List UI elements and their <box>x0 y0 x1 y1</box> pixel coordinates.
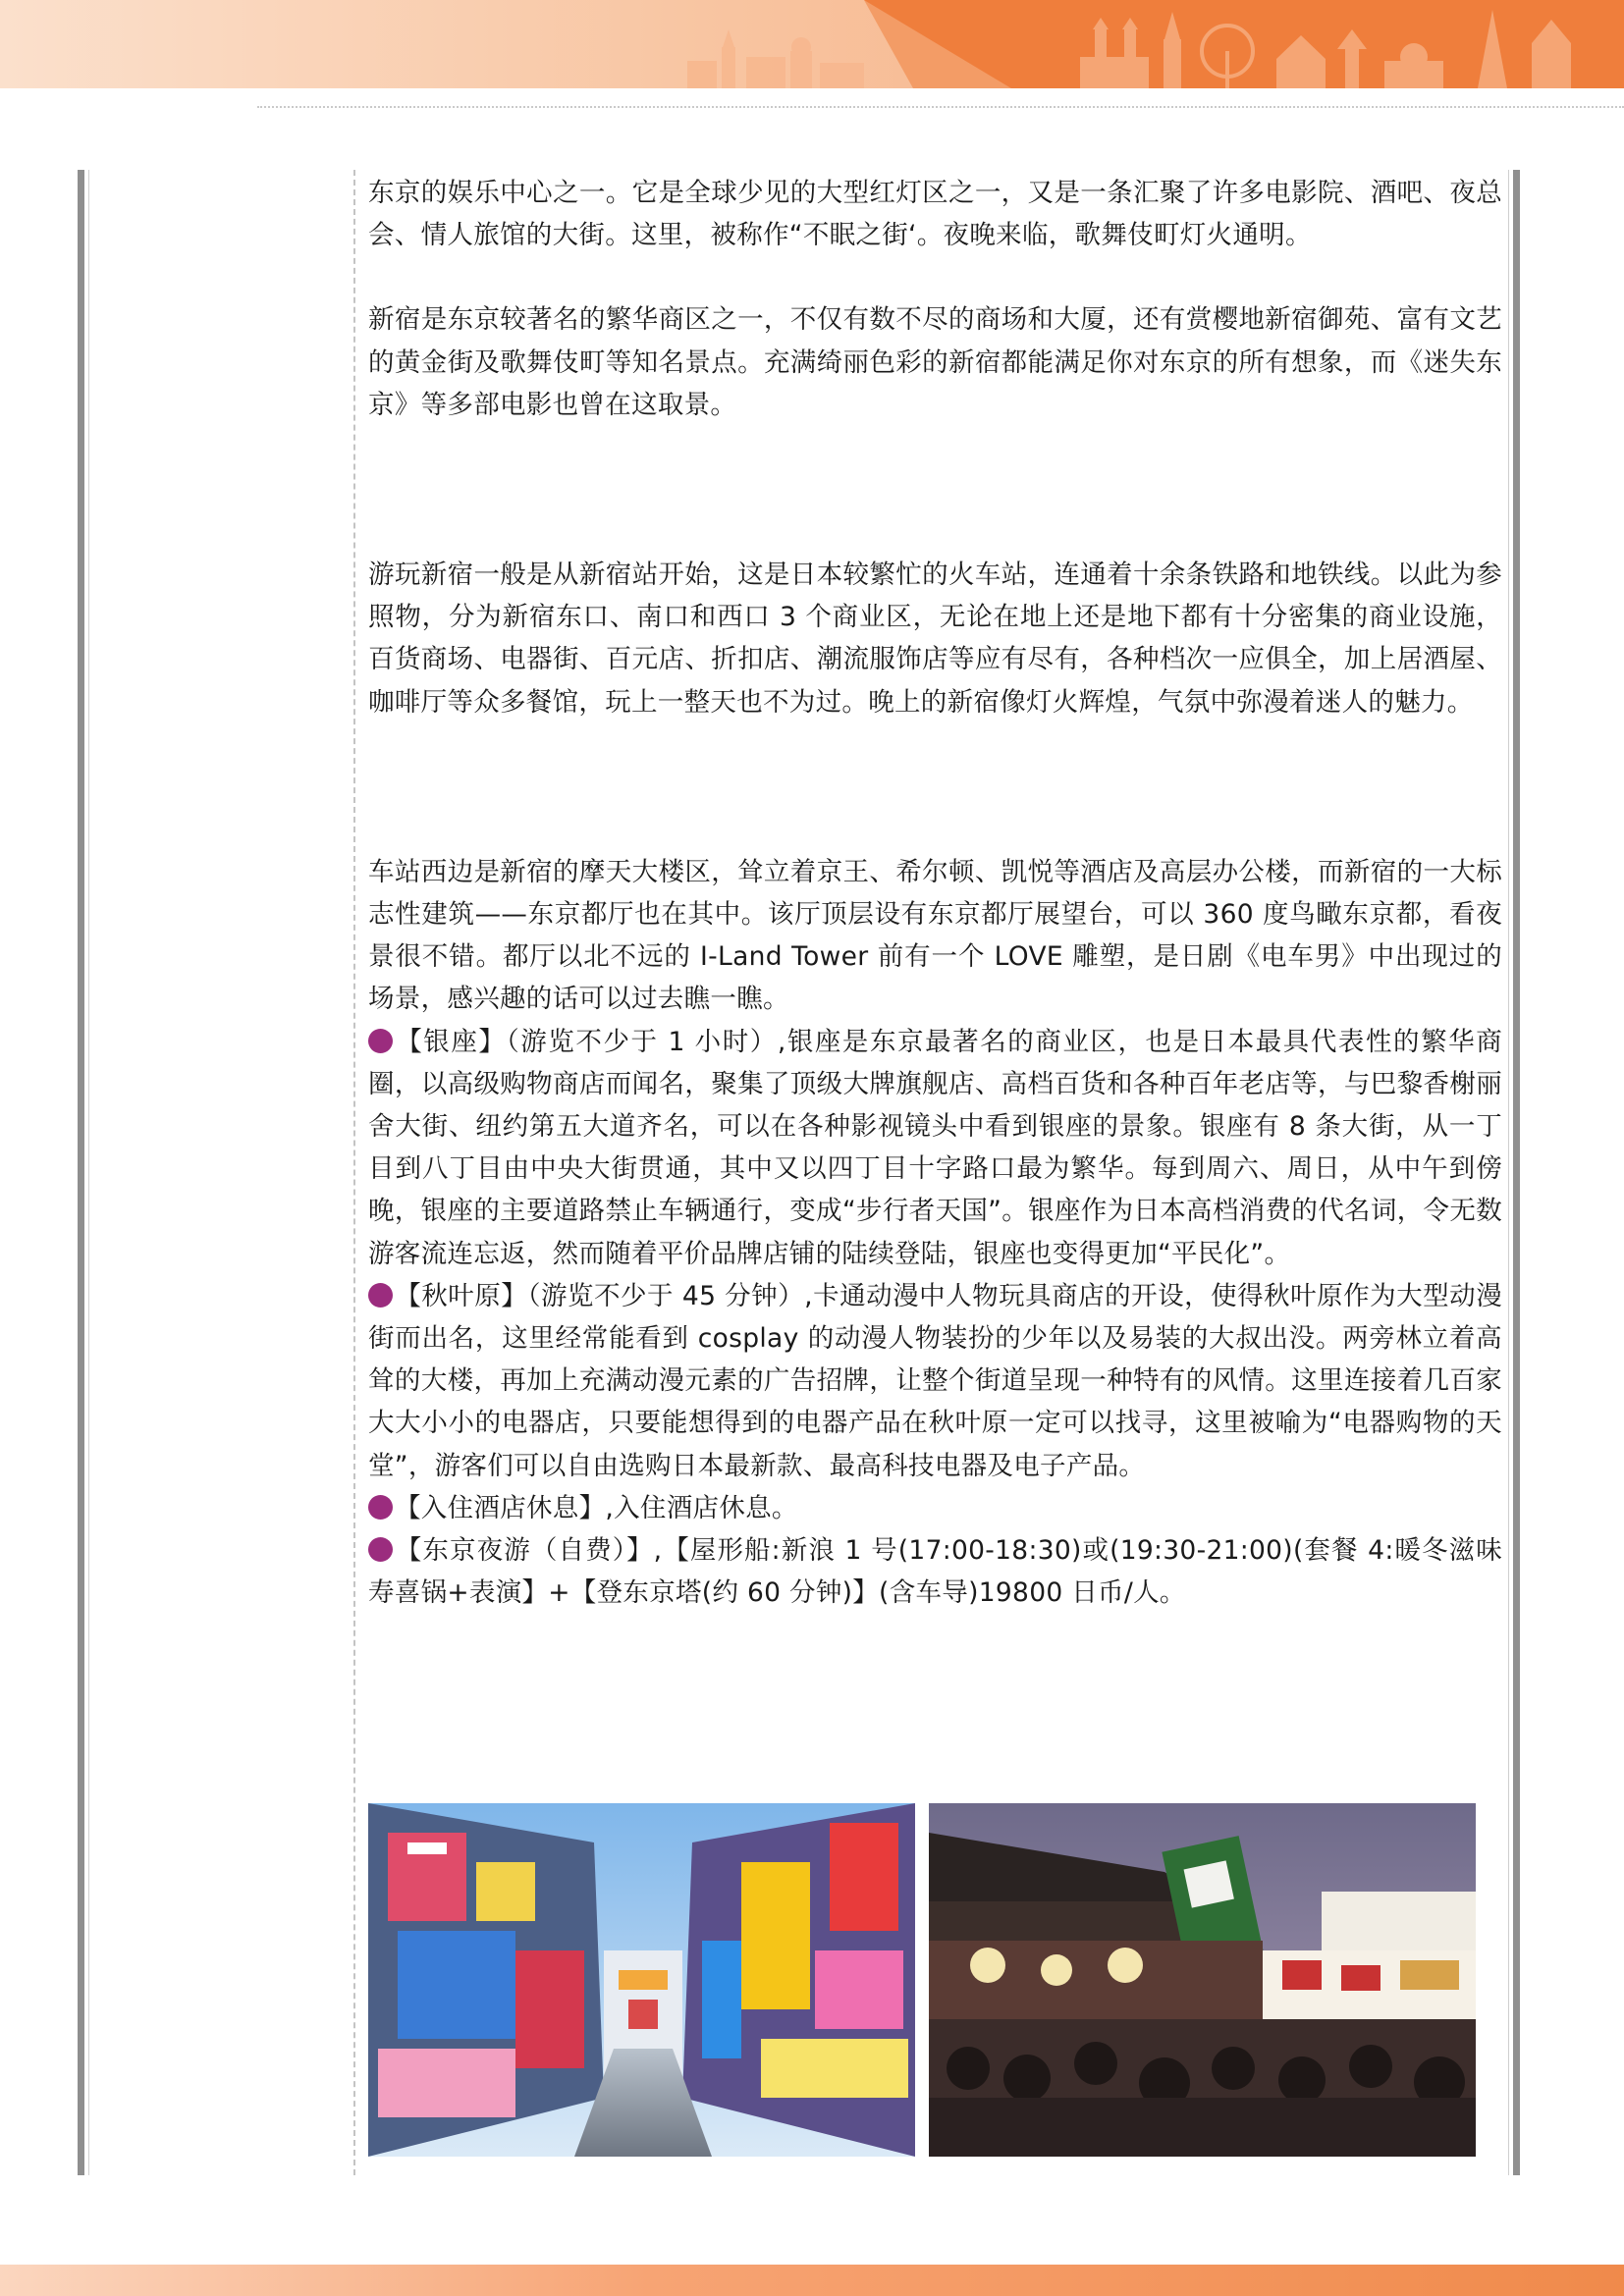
bullet-text: 【东京夜游（自费）】,【屋形船:新浪 1 号(17:00-18:30)或(19:30-21:00)(套餐 4:暖冬滋味寿喜锅+表演】+【登东京塔(约 60 分钟)】(含车导)19800 日币/人。 <box>368 1535 1502 1609</box>
photo-row <box>368 1803 1476 2157</box>
bullet-item-akihabara <box>368 1275 1502 1487</box>
itinerary-text-column <box>368 172 1502 1614</box>
bullet-text: 【秋叶原】（游览不少于 45 分钟）,卡通动漫中人物玩具商店的开设，使得秋叶原作为大型动漫街而出名，这里经常能看到 cosplay 的动漫人物装扮的少年以及易装的大叔出没。两旁林立着高耸的大楼，再加上充满动漫元素的广告招牌，让整个街道呈现一种特有的风情。这里连接着几百家大大小小的电器店，只要能想得到的电器产品在秋叶原一定可以找寻，这里被喻为“电器购物的天堂”，游客们可以自由选购日本最新款、最高科技电器及电子产品。 <box>368 1280 1502 1481</box>
header-dotted-rule <box>257 106 1624 108</box>
akihabara-street-photo <box>368 1803 915 2157</box>
spacer <box>368 256 1502 298</box>
frame-inner-line-right <box>1508 170 1509 2175</box>
column-divider <box>353 170 355 2175</box>
header-skyline-banner <box>0 0 1624 88</box>
bullet-dot-icon <box>368 1283 393 1308</box>
bullet-text: 【银座】（游览不少于 1 小时）,银座是东京最著名的商业区，也是日本最具代表性的繁华商圈，以高级购物商店而闻名，聚集了顶级大牌旗舰店、高档百货和各种百年老店等，与巴黎香榭丽舍大街、纽约第五大道齐名，可以在各种影视镜头中看到银座的景象。银座有 8 条大街，从一丁目到八丁目由中央大街贯通，其中又以四丁目十字路口最为繁华。每到周六、周日，从中午到傍晚，银座的主要道路禁止车辆通行，变成“步行者天国”。银座作为日本高档消费的代名词，令无数游客流连忘返，然而随着平价品牌店铺的陆续登陆，银座也变得更加“平民化”。 <box>368 1026 1502 1269</box>
spacer <box>368 723 1502 851</box>
spacer <box>368 426 1502 554</box>
paragraph-shinjuku-station: 游玩新宿一般是从新宿站开始，这是日本较繁忙的火车站，连通着十余条铁路和地铁线。以此为参照物，分为新宿东口、南口和西口 3 个商业区，无论在地上还是地下都有十分密集的商业设施，百货商场、电器街、百元店、折扣店、潮流服饰店等应有尽有，各种档次一应俱全，加上居酒屋、咖啡厅等众多餐馆，玩上一整天也不为过。晚上的新宿像灯火辉煌，气氛中弥漫着迷人的魅力。 <box>368 560 1502 718</box>
bullet-item-night-tour <box>368 1529 1502 1614</box>
paragraph-shinjuku-intro: 新宿是东京较著名的繁华商区之一，不仅有数不尽的商场和大厦，还有赏樱地新宿御苑、富有文艺的黄金街及歌舞伎町等知名景点。充满绮丽色彩的新宿都能满足你对东京的所有想象，而《迷失东京》等多部电影也曾在这取景。 <box>368 304 1502 420</box>
paragraph-kabukicho: 东京的娱乐中心之一。它是全球少见的大型红灯区之一，又是一条汇聚了许多电影院、酒吧、夜总会、情人旅馆的大街。这里，被称作“不眠之街‘。夜晚来临，歌舞伎町灯火通明。 <box>368 178 1502 251</box>
footer-band <box>0 2265 1624 2296</box>
bullet-dot-icon <box>368 1537 393 1562</box>
bullet-item-ginza <box>368 1021 1502 1275</box>
bullet-text: 【入住酒店休息】,入住酒店休息。 <box>395 1492 798 1523</box>
paragraph-west-skyscrapers: 车站西边是新宿的摩天大楼区，耸立着京王、希尔顿、凯悦等酒店及高层办公楼，而新宿的一大标志性建筑——东京都厅也在其中。该厅顶层设有东京都厅展望台，可以 360 度鸟瞰东京都，看夜景很不错。都厅以北不远的 I-Land Tower 前有一个 LOVE 雕塑，是日剧《电车男》中出现过的场景，感兴趣的话可以过去瞧一瞧。 <box>368 856 1502 1015</box>
bullet-item-hotel <box>368 1487 1502 1529</box>
asakusa-photo-illustration <box>929 1803 1476 2157</box>
frame-inner-line-left <box>88 170 89 2175</box>
akihabara-photo-illustration <box>368 1803 915 2157</box>
asakusa-market-photo <box>929 1803 1476 2157</box>
bullet-dot-icon <box>368 1495 393 1520</box>
bullet-dot-icon <box>368 1029 393 1053</box>
